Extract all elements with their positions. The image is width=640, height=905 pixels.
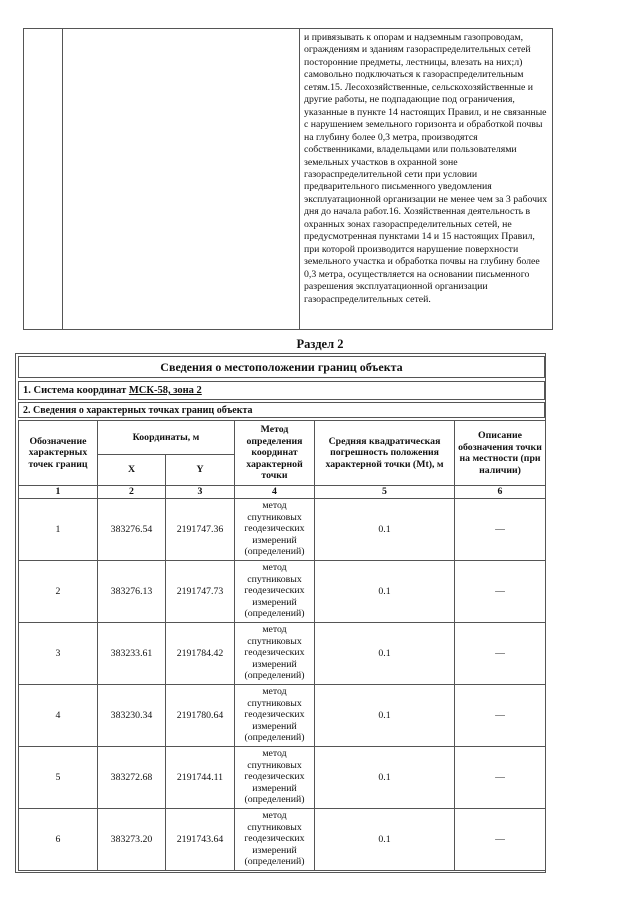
point-x: 383273.20 [98, 808, 166, 870]
coordinate-system-label: 1. Система координат [23, 385, 127, 396]
point-y: 2191743.64 [166, 808, 235, 870]
point-accuracy: 0.1 [315, 746, 455, 808]
point-accuracy: 0.1 [315, 498, 455, 560]
point-number: 4 [19, 684, 98, 746]
point-accuracy: 0.1 [315, 684, 455, 746]
table-row [19, 622, 546, 684]
empty-cell [24, 29, 63, 330]
header-coordinates: Координаты, м [98, 421, 235, 455]
empty-cell [63, 29, 300, 330]
restrictions-text: и привязывать к опорам и надземным газопроводам, ограждениям и зданиям газораспределительных сетей посторонние предметы, лестницы, влезать на них;л) самовольно подключаться к газораспределительным сетям.15. Лесохозяйственные, сельскохозяйственные и другие работы, не подпадающие под ограничения, указанные в пункте 14 настоящих Правил, и не связанные с нарушением земельного горизонта и обработкой почвы на глубину более 0,3 метра, производятся собственниками, владельцами или пользователями земельных участков в охранной зоне газораспределительной сети при условии предварительного письменного уведомления эксплуатационной организации не менее чем за 3 рабочих дня до начала работ.16. Хозяйственная деятельность в охранных зонах газораспределительных сетей, не предусмотренная пунктами 14 и 15 настоящих Правил, при которой производится нарушение поверхности земельного участка и обработка почвы на глубину более 0,3 метра, осуществляется на основании письменного разрешения эксплуатационной организации газораспределительных сетей. [300, 29, 553, 330]
column-number: 1 [19, 486, 98, 499]
point-accuracy: 0.1 [315, 808, 455, 870]
point-x: 383276.13 [98, 560, 166, 622]
point-method: метод спутниковых геодезических измерений (определений) [235, 498, 315, 560]
point-description: — [455, 746, 546, 808]
point-description: — [455, 498, 546, 560]
point-number: 5 [19, 746, 98, 808]
point-number: 1 [19, 498, 98, 560]
column-number: 3 [166, 486, 235, 499]
point-y: 2191744.11 [166, 746, 235, 808]
point-x: 383230.34 [98, 684, 166, 746]
point-number: 6 [19, 808, 98, 870]
table-row [19, 684, 546, 746]
table-row [19, 560, 546, 622]
point-x: 383233.61 [98, 622, 166, 684]
coordinate-system-row [18, 381, 545, 400]
column-number: 2 [98, 486, 166, 499]
point-method: метод спутниковых геодезических измерений (определений) [235, 622, 315, 684]
point-number: 3 [19, 622, 98, 684]
header-y: Y [166, 455, 235, 486]
column-number: 6 [455, 486, 546, 499]
box-title: Сведения о местоположении границ объекта [18, 356, 545, 378]
section-heading: Раздел 2 [296, 337, 344, 351]
header-description: Описание обозначения точки на местности (при наличии) [455, 421, 546, 486]
column-number: 4 [235, 486, 315, 499]
header-method: Метод определения координат характерной точки [235, 421, 315, 486]
header-designation: Обозначение характерных точек границ [19, 421, 98, 486]
point-description: — [455, 808, 546, 870]
boundary-points-table [18, 420, 546, 871]
header-accuracy: Средняя квадратическая погрешность положения характерной точки (Mt), м [315, 421, 455, 486]
point-y: 2191747.36 [166, 498, 235, 560]
point-accuracy: 0.1 [315, 622, 455, 684]
point-x: 383272.68 [98, 746, 166, 808]
table-row [19, 746, 546, 808]
point-description: — [455, 560, 546, 622]
coordinate-system-value: МСК-58, зона 2 [128, 385, 202, 396]
point-y: 2191784.42 [166, 622, 235, 684]
table-row [19, 808, 546, 870]
point-description: — [455, 684, 546, 746]
point-x: 383276.54 [98, 498, 166, 560]
point-y: 2191780.64 [166, 684, 235, 746]
point-method: метод спутниковых геодезических измерений (определений) [235, 684, 315, 746]
restrictions-table-continuation [23, 28, 553, 330]
column-number: 5 [315, 486, 455, 499]
header-x: X [98, 455, 166, 486]
point-description: — [455, 622, 546, 684]
point-method: метод спутниковых геодезических измерений (определений) [235, 560, 315, 622]
point-y: 2191747.73 [166, 560, 235, 622]
point-method: метод спутниковых геодезических измерений (определений) [235, 808, 315, 870]
table-row [19, 498, 546, 560]
points-heading: 2. Сведения о характерных точках границ объекта [18, 402, 545, 418]
point-accuracy: 0.1 [315, 560, 455, 622]
point-number: 2 [19, 560, 98, 622]
point-method: метод спутниковых геодезических измерений (определений) [235, 746, 315, 808]
